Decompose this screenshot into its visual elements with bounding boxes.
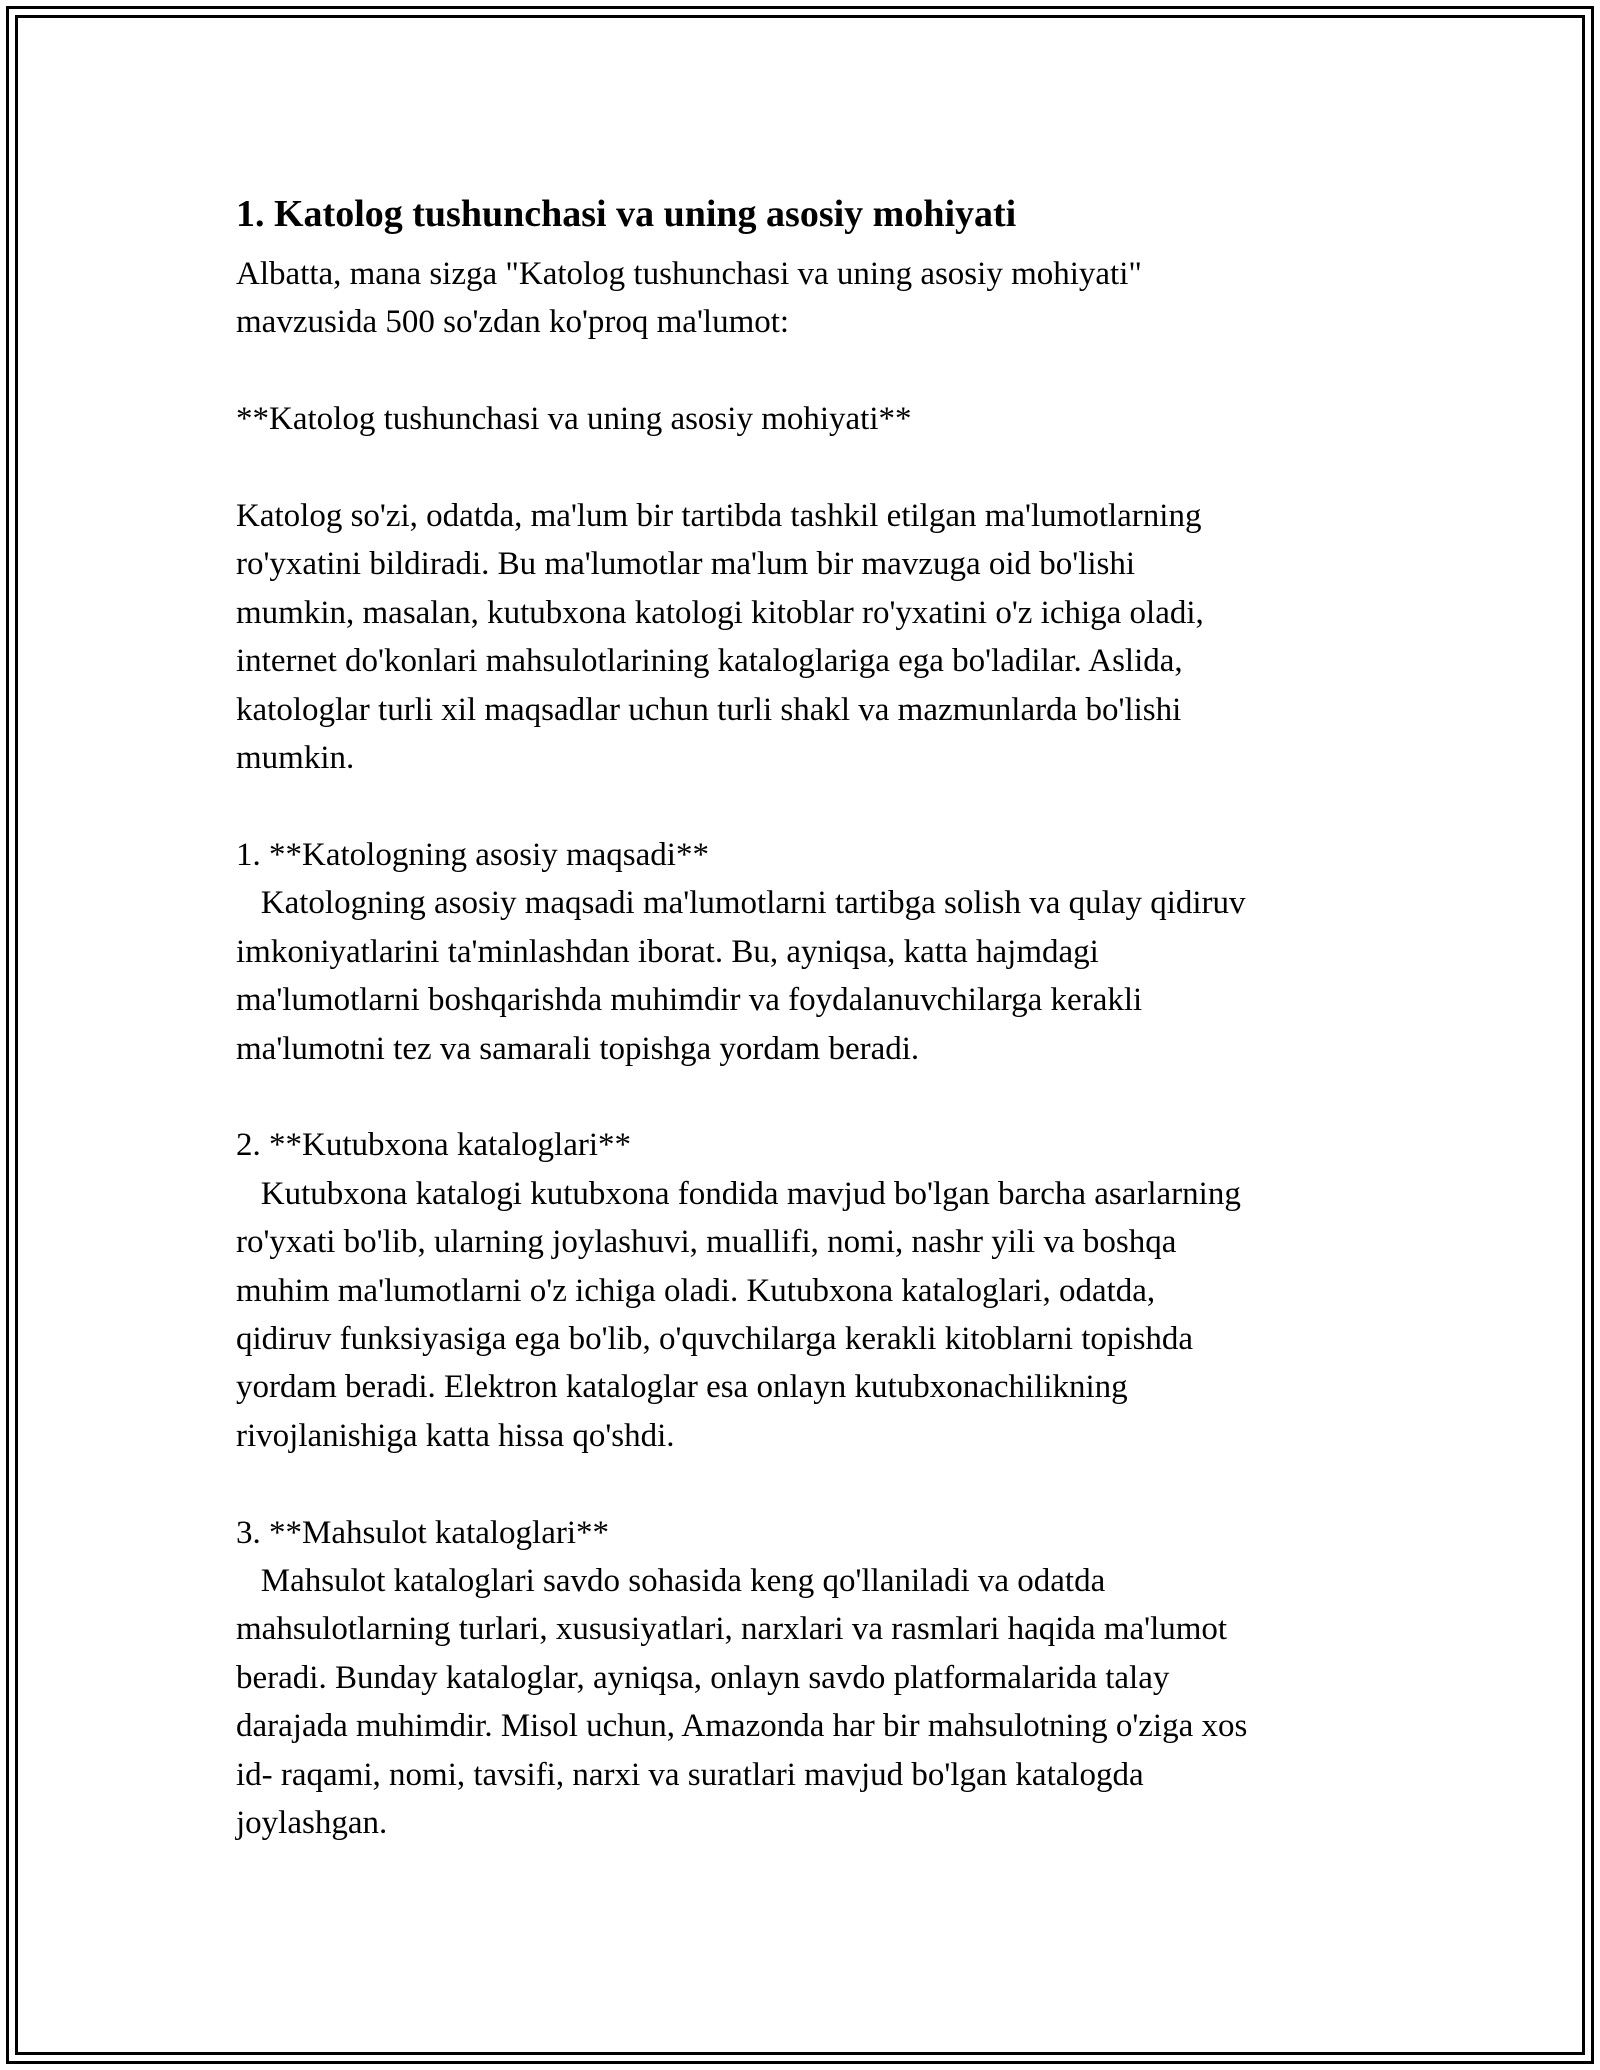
document-body: Albatta, mana sizga "Katolog tushunchasi va uning asosiy mohiyati" mavzusida 500 so'zdan ko'proq ma'lumot: **Katolog tushunchasi va uning asosiy mohiyati** Katolog so'zi, odatda, ma'lum bir tartibda tashkil etilgan ma'lumotlarning ro'yxatini bildiradi. Bu ma'lumotlar ma'lum bir mavzuga oid bo'lishi mumkin, masalan, kutubxona katologi kitoblar ro'yxatini o'z ichiga oladi, internet do'konlari mahsulotlarining kataloglariga ega bo'ladilar. Aslida, katologlar turli xil maqsadlar uchun turli shakl va mazmunlarda bo'lishi mumkin. 1. **Katologning asosiy maqsadi** Katologning asosiy maqsadi ma'lumotlarni tartibga solish va qulay qidiruv imkoniyatlarini ta'minlashdan iborat. Bu, ayniqsa, katta hajmdagi ma'lumotlarni boshqarishda muhimdir va foydalanuvchilarga kerakli ma'lumotni tez va samarali topishga yordam beradi. 2. **Kutubxona kataloglari** Kutubxona katalogi kutubxona fondida mavjud bo'lgan barcha asarlarning ro'yxati bo'lib, ularning joylashuvi, muallifi, nomi, nashr yili va boshqa muhim ma'lumotlarni o'z ichiga oladi. Kutubxona kataloglari, odatda, qidiruv funksiyasiga ega bo'lib, o'quvchilarga kerakli kitoblarni topishda yordam beradi. Elektron kataloglar esa onlayn kutubxonachilikning rivojlanishiga katta hissa qo'shdi. 3. **Mahsulot kataloglari** Mahsulot kataloglari savdo sohasida keng qo'llaniladi va odatda mahsulotlarning turlari, xususiyatlari, narxlari va rasmlari haqida ma'lumot beradi. Bunday kataloglar, ayniqsa, onlayn savdo platformalarida talay darajada muhimdir. Misol uchun, Amazonda har bir mahsulotning o'ziga xos id- raqami, nomi, tavsifi, narxi va suratlari mavjud bo'lgan katalogda joylashgan. [236, 256, 1248, 1841]
document-content [236, 186, 1396, 1847]
document-heading: 1. Katolog tushunchasi va uning asosiy mohiyati [236, 193, 1017, 235]
